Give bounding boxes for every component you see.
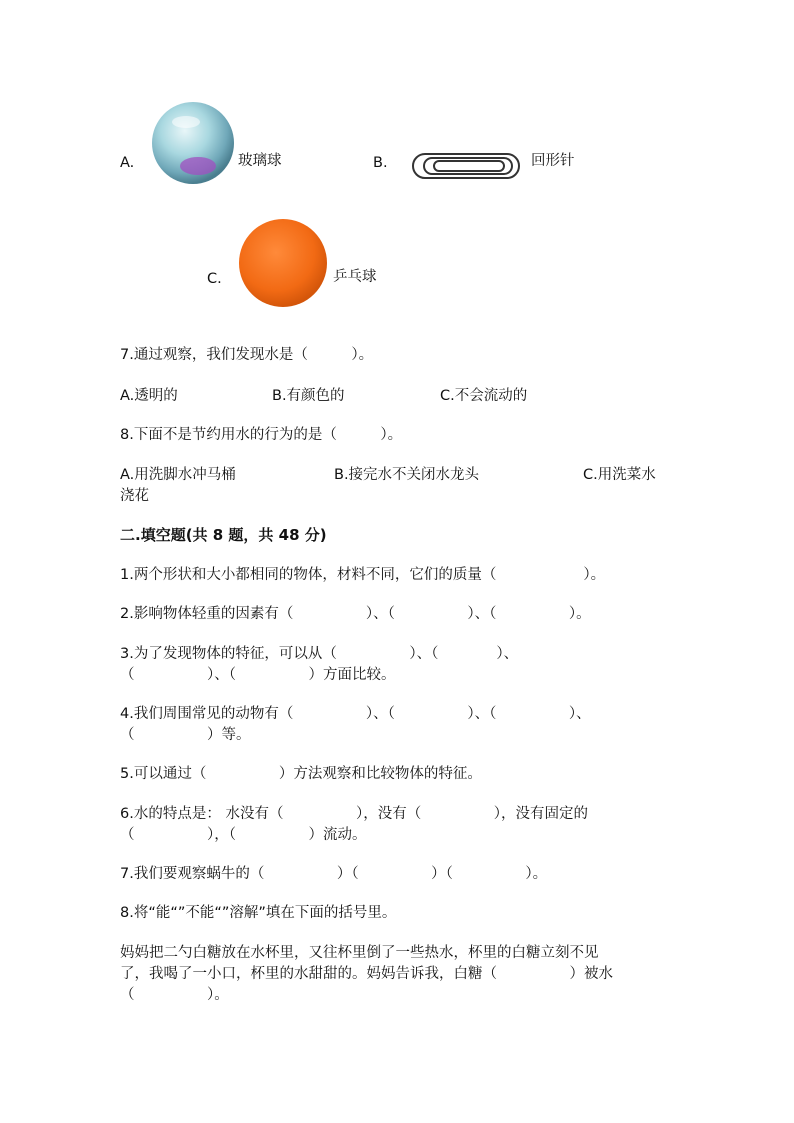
paper-clip-image [410, 150, 522, 182]
section-heading: 二.填空题(共 8 题，共 48 分) [120, 526, 327, 544]
paragraph-line-2: 了，我喝了一小口，杯里的水甜甜的。妈妈告诉我，白糖（ ）被水 [120, 966, 613, 982]
ping-pong-ball-image [237, 218, 329, 308]
q8-option-b: B.接完水不关闭水龙头 [334, 467, 480, 483]
paragraph-line-3: （ ）。 [120, 987, 229, 1003]
option-a-letter: A. [120, 155, 135, 171]
fill-item-6-line2: （ ），（ ）流动。 [120, 827, 367, 843]
glass-marble-image [150, 100, 236, 186]
option-b-label: 回形针 [531, 153, 575, 169]
option-c-letter: C. [207, 271, 222, 287]
option-b-letter: B. [373, 155, 388, 171]
fill-item-4-line2: （ ）等。 [120, 727, 251, 743]
fill-item-3-line2: （ ）、（ ）方面比较。 [120, 667, 396, 683]
fill-item-6-line1: 6.水的特点是： 水没有（ ），没有（ ），没有固定的 [120, 806, 588, 822]
q8-option-c-continued: 浇花 [120, 488, 149, 504]
option-c-label: 乒乓球 [333, 269, 377, 285]
paragraph-line-1: 妈妈把二勺白糖放在水杯里，又往杯里倒了一些热水，杯里的白糖立刻不见 [120, 945, 599, 961]
q7-option-a: A.透明的 [120, 388, 178, 404]
fill-item-3-line1: 3.为了发现物体的特征，可以从（ ）、（ ）、 [120, 646, 519, 662]
option-a-label: 玻璃球 [238, 153, 282, 169]
q8-option-a: A.用洗脚水冲马桶 [120, 467, 236, 483]
q7-option-c: C.不会流动的 [440, 388, 528, 404]
q8-stem: 8.下面不是节约用水的行为的是（ ）。 [120, 427, 403, 443]
fill-item-2: 2.影响物体轻重的因素有（ ）、（ ）、（ ）。 [120, 606, 591, 622]
fill-item-4-line1: 4.我们周围常见的动物有（ ）、（ ）、（ ）、 [120, 706, 591, 722]
fill-item-8: 8.将“能“”不能“”溶解”填在下面的括号里。 [120, 905, 397, 921]
fill-item-7: 7.我们要观察蜗牛的（ ）（ ）（ ）。 [120, 866, 548, 882]
fill-item-5: 5.可以通过（ ）方法观察和比较物体的特征。 [120, 766, 482, 782]
q7-option-b: B.有颜色的 [272, 388, 345, 404]
q7-stem: 7.通过观察，我们发现水是（ ）。 [120, 347, 374, 363]
fill-item-1: 1.两个形状和大小都相同的物体，材料不同，它们的质量（ ）。 [120, 567, 606, 583]
q8-option-c: C.用洗菜水 [583, 467, 656, 483]
